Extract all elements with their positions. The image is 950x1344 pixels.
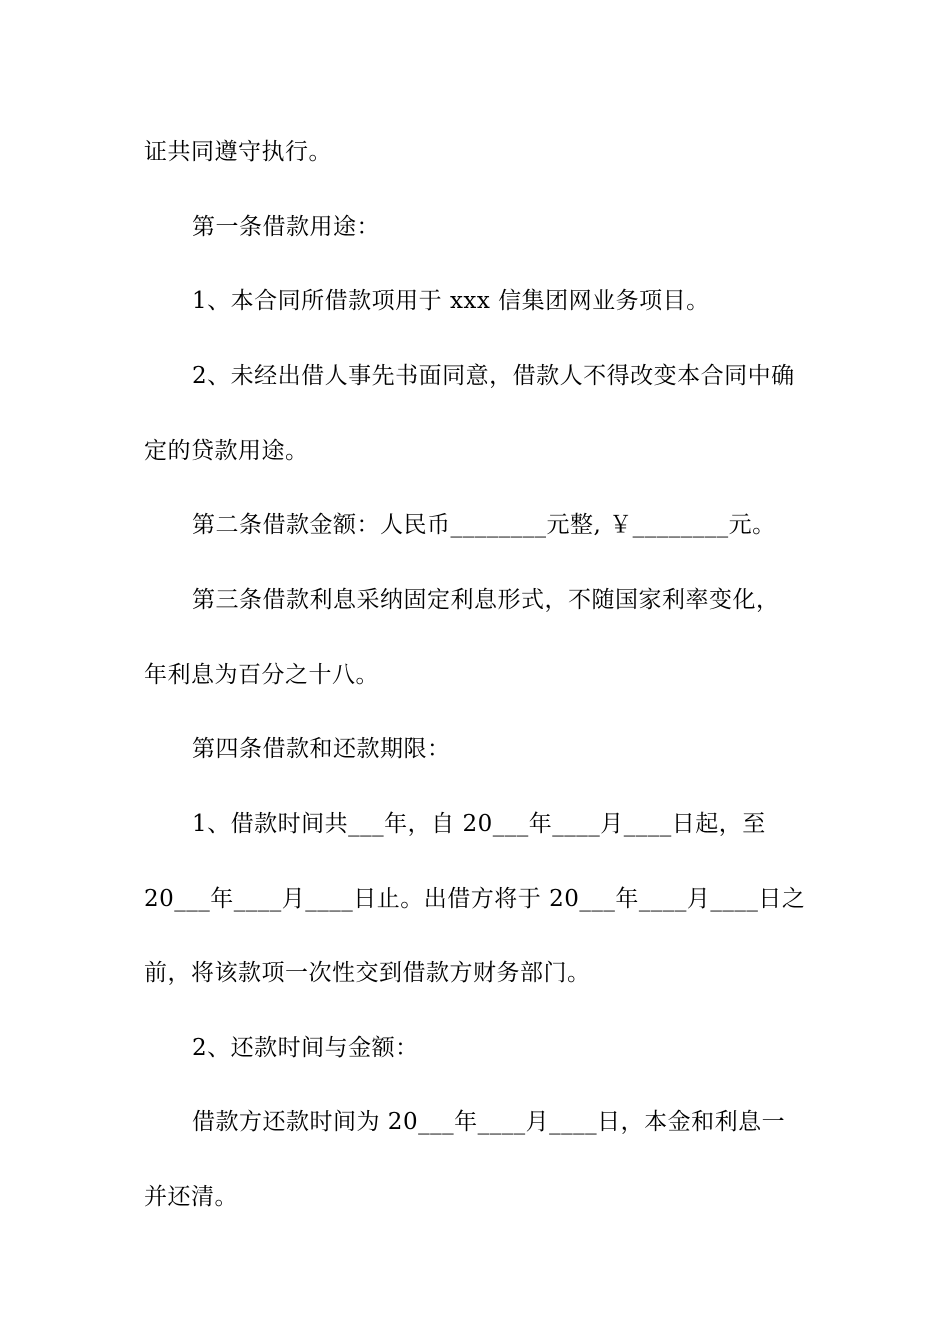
paragraph-line: 前，将该款项一次性交到借款方财务部门。 xyxy=(144,960,591,986)
clause-2-amount: 第二条借款金额：人民币________元整, ￥________元。 xyxy=(192,512,776,538)
paragraph-line: 借款方还款时间为 20___年____月____日，本金和利息一 xyxy=(192,1109,786,1135)
paragraph-line: 1、借款时间共___年，自 20___年____月____日起，至 xyxy=(192,811,766,837)
paragraph-line: 2、未经出借人事先书面同意，借款人不得改变本合同中确 xyxy=(192,363,795,389)
paragraph-line: 2、还款时间与金额： xyxy=(192,1035,419,1061)
paragraph-line: 年利息为百分之十八。 xyxy=(144,662,379,688)
paragraph-line: 1、本合同所借款项用于 xxx 信集团网业务项目。 xyxy=(192,288,710,314)
clause-4-heading: 第四条借款和还款期限： xyxy=(192,736,451,762)
clause-1-heading: 第一条借款用途： xyxy=(192,214,380,240)
paragraph-line: 并还清。 xyxy=(144,1184,238,1210)
paragraph-line: 20___年____月____日止。出借方将于 20___年____月____日之 xyxy=(144,886,806,912)
clause-3-interest: 第三条借款利息采纳固定利息形式，不随国家利率变化， xyxy=(192,587,780,613)
paragraph-line: 定的贷款用途。 xyxy=(144,438,309,464)
paragraph-line: 证共同遵守执行。 xyxy=(144,139,332,165)
